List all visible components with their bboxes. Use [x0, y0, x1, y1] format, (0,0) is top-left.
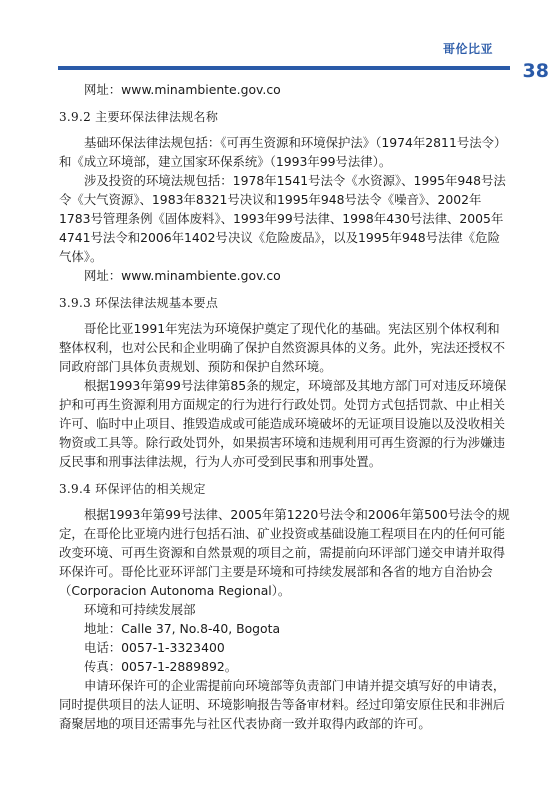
contact-address: 地址：Calle 37, No.8-40, Bogota [84, 621, 281, 636]
website-line: 网址：www.minambiente.gov.co [84, 82, 281, 97]
paragraph: 根据1993年第99号法律第85条的规定，环境部及其地方部门可对违反环境保护和可再生资源利用方面规定的行为进行行政处罚。处罚方式包括罚款、中止相关许可、临时中止项目、推毁造成或可能造成环境破坏的无证项目设施以及没收相关物资或工具等。除行政处罚外，如果损害环境和违规利用可再生资源的行为涉嫌违反民事和刑事法律法规，行为人亦可受到民事和刑事处置。 [59, 378, 507, 469]
section-heading-3-9-2: 3.9.2 主要环保法律法规名称 [59, 110, 219, 124]
website-line: 网址：www.minambiente.gov.co [84, 268, 281, 283]
page-body [59, 80, 511, 733]
paragraph: 根据1993年第99号法律、2005年第1220号法令和2006年第500号法令的规定，在哥伦比亚境内进行包括石油、矿业投资或基础设施工程项目在内的任何可能改变环境、可再生资源和自然景观的项目之前，需提前向环评部门递交申请并取得环保许可。哥伦比亚环评部门主要是环境和可持续发展部和各省的地方自治协会（Corporacion Autonoma Regional）。 [59, 507, 510, 598]
header-rule [58, 66, 510, 70]
page-number: 38 [522, 60, 549, 82]
paragraph: 申请环保许可的企业需提前向环境部等负责部门申请并提交填写好的申请表，同时提供项目的法人证明、环境影响报告等备审材料。经过印第安原住民和非洲后裔聚居地的项目还需事先与社区代表协商一致并取得内政部的许可。 [59, 678, 506, 731]
contact-org: 环境和可持续发展部 [84, 602, 196, 617]
section-heading-3-9-4: 3.9.4 环保评估的相关规定 [59, 482, 206, 496]
section-heading-3-9-3: 3.9.3 环保法律法规基本要点 [59, 296, 219, 310]
paragraph: 涉及投资的环境法规包括：1978年1541号法令《水资源》、1995年948号法令《大气资源》、1983年8321号决议和1995年948号法令《噪音》、2002年1783号管理条例《固体废料》、1993年99号法律、1998年430号法律、2005年4741号法令和2006年1402号决议《危险废品》，以及1995年948号法律《危险气体》。 [59, 173, 506, 264]
contact-phone: 电话：0057-1-3323400 [84, 640, 225, 655]
contact-fax: 传真：0057-1-2889892。 [84, 659, 238, 674]
paragraph: 基础环保法律法规包括：《可再生资源和环境保护法》（1974年2811号法令）和《成立环境部，建立国家环保系统》（1993年99号法律）。 [59, 135, 507, 169]
paragraph: 哥伦比亚1991年宪法为环境保护奠定了现代化的基础。宪法区别个体权利和整体权利，也对公民和企业明确了保护自然资源具体的义务。此外，宪法还授权不同政府部门具体负责规划、预防和保护自然环境。 [59, 321, 506, 374]
running-header-country: 哥伦比亚 [442, 42, 493, 56]
